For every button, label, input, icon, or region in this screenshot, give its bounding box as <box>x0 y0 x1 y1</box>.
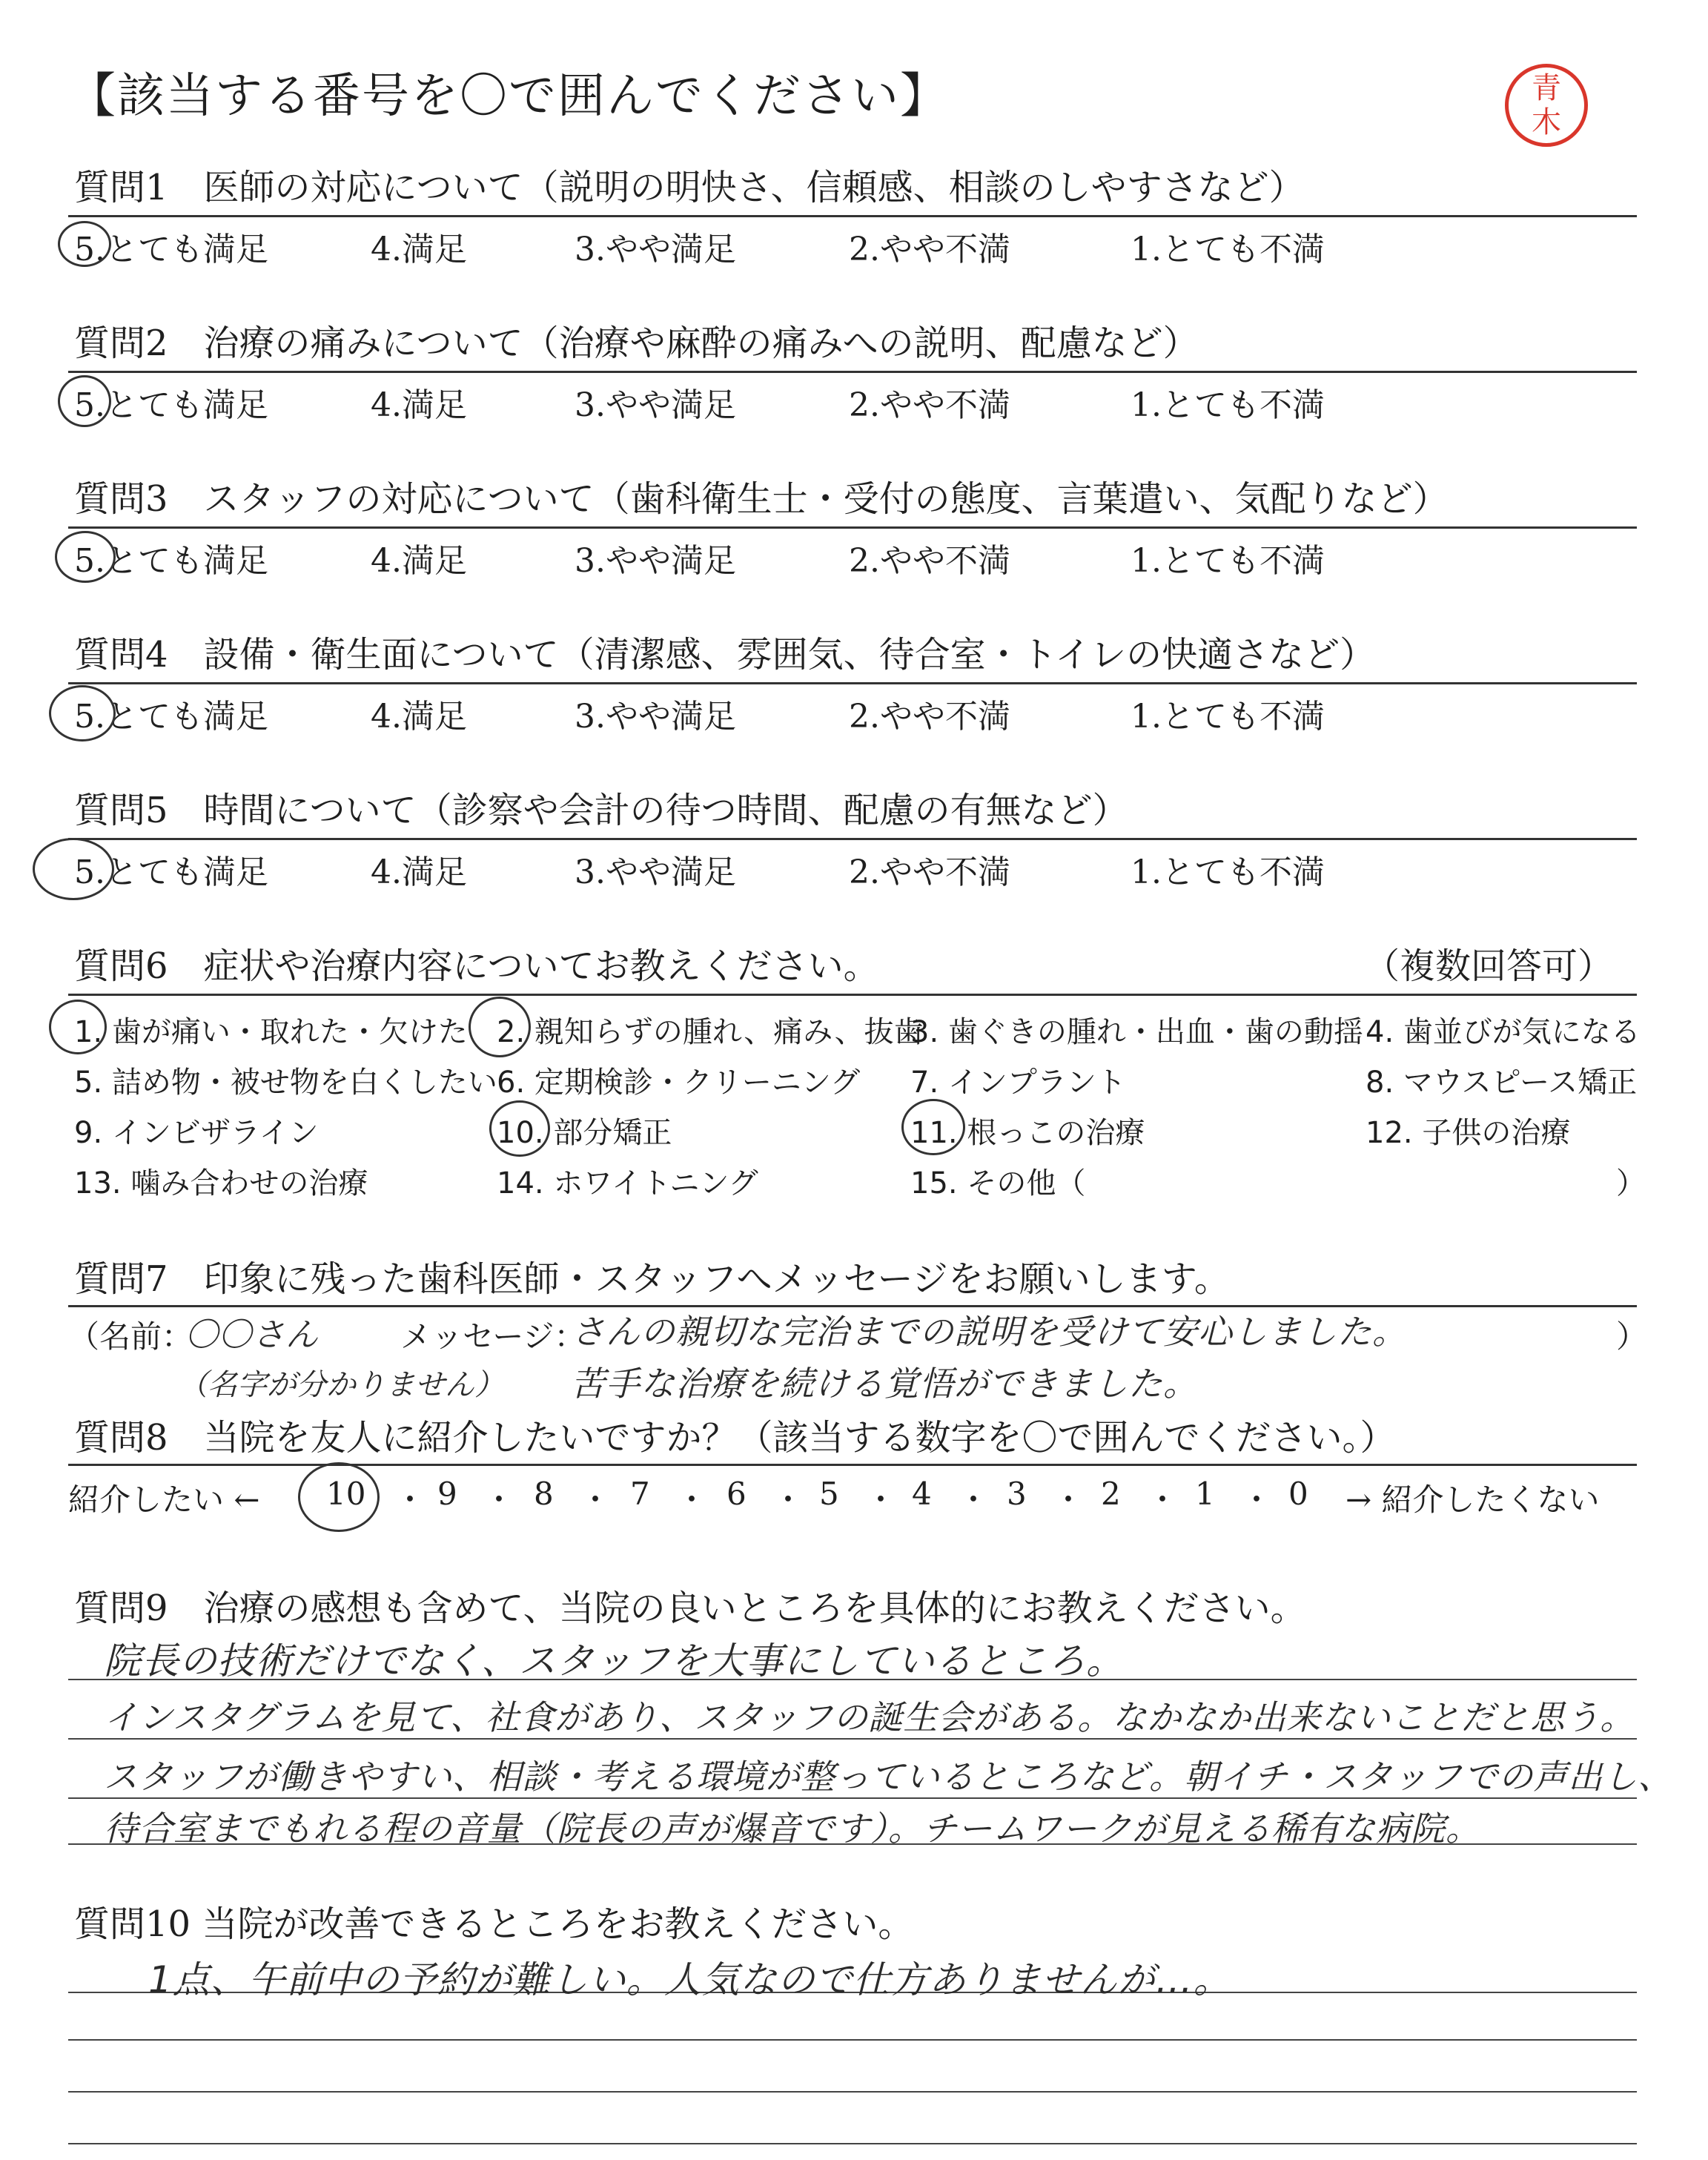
seal-stamp <box>1505 64 1588 147</box>
q6-option-2[interactable]: 2. 親知らずの腫れ、痛み、抜歯 <box>497 1015 924 1049</box>
q9-answer-line-4[interactable]: 待合室までもれる程の音量（院長の声が爆音です）。チームワークが見える稀有な病院。 <box>104 1809 1480 1849</box>
scale-dot: ・ <box>1053 1482 1085 1518</box>
q9-answer-line-1[interactable]: 院長の技術だけでなく、スタッフを大事にしているところ。 <box>104 1639 1124 1682</box>
divider <box>68 682 1637 684</box>
q2-option-2[interactable]: 2.やや不満 <box>849 386 1010 424</box>
q5-option-2[interactable]: 2.やや不満 <box>849 853 1010 891</box>
divider <box>68 526 1637 529</box>
selection-circle <box>469 997 531 1057</box>
q1-option-3[interactable]: 3.やや満足 <box>575 231 736 268</box>
scale-6[interactable]: 6 <box>726 1476 747 1512</box>
scale-1[interactable]: 1 <box>1195 1476 1215 1512</box>
q1-option-1[interactable]: 1.とても不満 <box>1131 231 1325 268</box>
q6-option-1[interactable]: 1. 歯が痛い・取れた・欠けた <box>74 1015 468 1049</box>
scale-4[interactable]: 4 <box>912 1476 932 1512</box>
name-note: （名字が分かりません） <box>178 1368 504 1402</box>
staff-name[interactable]: 〇〇さん <box>185 1316 319 1354</box>
q6-option-6[interactable]: 6. 定期検診・クリーニング <box>497 1066 861 1100</box>
q6-other-close-paren: ） <box>1616 1166 1646 1200</box>
q10-answer-line-1[interactable]: 1点、午前中の予約が難しい。人気なので仕方ありませんが…。 <box>148 1958 1231 2001</box>
answer-line <box>68 2091 1637 2093</box>
q2-option-3[interactable]: 3.やや満足 <box>575 386 736 424</box>
selection-circle <box>58 221 111 267</box>
q5-option-5[interactable]: 5.とても満足 <box>74 853 268 891</box>
question-1-heading: 質問1 医師の対応について（説明の明快さ、信頼感、相談のしやすさなど） <box>74 167 1305 208</box>
q5-option-1[interactable]: 1.とても不満 <box>1131 853 1325 891</box>
stamp-char: 青 <box>1532 71 1561 105</box>
answer-line <box>68 2039 1637 2041</box>
scale-3[interactable]: 3 <box>1007 1476 1027 1512</box>
question-7-heading: 質問7 印象に残った歯科医師・スタッフへメッセージをお願いします。 <box>74 1258 1230 1300</box>
selection-circle <box>58 375 111 427</box>
q1-option-4[interactable]: 4.満足 <box>371 231 467 268</box>
q6-option-13[interactable]: 13. 噛み合わせの治療 <box>74 1166 368 1200</box>
q9-answer-line-2[interactable]: インスタグラムを見て、社食があり、スタッフの誕生会がある。なかなか出来ないことだと思う。 <box>104 1697 1635 1737</box>
q2-option-1[interactable]: 1.とても不満 <box>1131 386 1325 424</box>
q1-option-2[interactable]: 2.やや不満 <box>849 231 1010 268</box>
question-5-heading: 質問5 時間について（診察や会計の待つ時間、配慮の有無など） <box>74 790 1128 831</box>
q4-option-3[interactable]: 3.やや満足 <box>575 698 736 736</box>
question-8-heading: 質問8 当院を友人に紹介したいですか？（該当する数字を〇で囲んでください。） <box>74 1417 1396 1459</box>
q2-option-4[interactable]: 4.満足 <box>371 386 467 424</box>
q3-option-3[interactable]: 3.やや満足 <box>575 542 736 580</box>
q6-option-5[interactable]: 5. 詰め物・被せ物を白くしたい <box>74 1066 497 1100</box>
scale-10[interactable]: 10 <box>326 1476 366 1512</box>
q6-option-11[interactable]: 11. 根っこの治療 <box>910 1116 1145 1150</box>
selection-circle <box>901 1099 965 1155</box>
divider <box>68 215 1637 217</box>
selection-circle <box>49 1000 107 1054</box>
scale-dot: ・ <box>865 1482 897 1518</box>
scale-dot: ・ <box>676 1482 708 1518</box>
q6-option-8[interactable]: 8. マウスピース矯正 <box>1366 1066 1638 1100</box>
scale-2[interactable]: 2 <box>1101 1476 1121 1512</box>
scale-7[interactable]: 7 <box>630 1476 650 1512</box>
q5-option-4[interactable]: 4.満足 <box>371 853 467 891</box>
selection-circle <box>298 1462 380 1532</box>
multiple-answer-note: （複数回答可） <box>1364 945 1614 987</box>
scale-5[interactable]: 5 <box>819 1476 839 1512</box>
recommend-right-label: → 紹介したくない <box>1345 1482 1600 1518</box>
q4-option-1[interactable]: 1.とても不満 <box>1131 698 1325 736</box>
question-10-heading: 質問10 当院が改善できるところをお教えください。 <box>74 1903 914 1945</box>
question-9-heading: 質問9 治療の感想も含めて、当院の良いところを具体的にお教えください。 <box>74 1588 1306 1629</box>
q3-option-4[interactable]: 4.満足 <box>371 542 467 580</box>
recommend-left-label: 紹介したい ← <box>68 1482 260 1518</box>
q6-option-9[interactable]: 9. インビザライン <box>74 1116 319 1150</box>
message-label: メッセージ： <box>400 1318 586 1355</box>
q6-option-15[interactable]: 15. その他（ <box>910 1166 1086 1200</box>
scale-9[interactable]: 9 <box>437 1476 457 1512</box>
scale-dot: ・ <box>1147 1482 1179 1518</box>
question-2-heading: 質問2 治療の痛みについて（治療や麻酔の痛みへの説明、配慮など） <box>74 323 1199 364</box>
message-line-1[interactable]: さんの親切な完治までの説明を受けて安心しました。 <box>571 1312 1407 1352</box>
page-title: 【該当する番号を〇で囲んでください】 <box>68 69 949 124</box>
scale-dot: ・ <box>580 1482 612 1518</box>
divider <box>68 994 1637 996</box>
q3-option-2[interactable]: 2.やや不満 <box>849 542 1010 580</box>
q4-option-2[interactable]: 2.やや不満 <box>849 698 1010 736</box>
q6-option-12[interactable]: 12. 子供の治療 <box>1366 1116 1571 1150</box>
q6-option-14[interactable]: 14. ホワイトニング <box>497 1166 758 1200</box>
question-6-heading: 質問6 症状や治療内容についてお教えください。 <box>74 945 879 987</box>
scale-8[interactable]: 8 <box>534 1476 554 1512</box>
q3-option-5[interactable]: 5.とても満足 <box>74 542 268 580</box>
answer-line <box>68 2143 1637 2144</box>
divider <box>68 838 1637 840</box>
q3-option-1[interactable]: 1.とても不満 <box>1131 542 1325 580</box>
divider <box>68 1464 1637 1466</box>
q6-option-3[interactable]: 3. 歯ぐきの腫れ・出血・歯の動揺 <box>910 1015 1363 1049</box>
q6-option-7[interactable]: 7. インプラント <box>910 1066 1126 1100</box>
question-4-heading: 質問4 設備・衛生面について（清潔感、雰囲気、待合室・トイレの快適さなど） <box>74 634 1376 676</box>
scale-dot: ・ <box>1241 1482 1273 1518</box>
message-line-2[interactable]: 苦手な治療を続ける覚悟ができました。 <box>571 1364 1198 1404</box>
message-close-paren: ） <box>1616 1318 1648 1355</box>
q5-option-3[interactable]: 3.やや満足 <box>575 853 736 891</box>
divider <box>68 371 1637 373</box>
scale-dot: ・ <box>958 1482 990 1518</box>
selection-circle <box>33 838 114 900</box>
scale-dot: ・ <box>394 1482 426 1518</box>
selection-circle <box>489 1100 550 1157</box>
name-label: （名前： <box>68 1318 193 1355</box>
scale-dot: ・ <box>772 1482 804 1518</box>
selection-circle <box>55 531 116 583</box>
scale-0[interactable]: 0 <box>1288 1476 1308 1512</box>
q6-option-10[interactable]: 10. 部分矯正 <box>497 1116 672 1150</box>
stamp-char: 木 <box>1532 105 1561 139</box>
question-3-heading: 質問3 スタッフの対応について（歯科衛生士・受付の態度、言葉遣い、気配りなど） <box>74 478 1449 520</box>
q4-option-5[interactable]: 5.とても満足 <box>74 698 268 736</box>
q6-option-4[interactable]: 4. 歯並びが気になる <box>1366 1015 1641 1049</box>
selection-circle <box>49 685 116 742</box>
q1-option-5[interactable]: 5.とても満足 <box>74 231 268 268</box>
q4-option-4[interactable]: 4.満足 <box>371 698 467 736</box>
q9-answer-line-3[interactable]: スタッフが働きやすい、相談・考える環境が整っているところなど。朝イチ・スタッフでの声出し、 <box>104 1757 1673 1797</box>
scale-dot: ・ <box>483 1482 515 1518</box>
q2-option-5[interactable]: 5.とても満足 <box>74 386 268 424</box>
